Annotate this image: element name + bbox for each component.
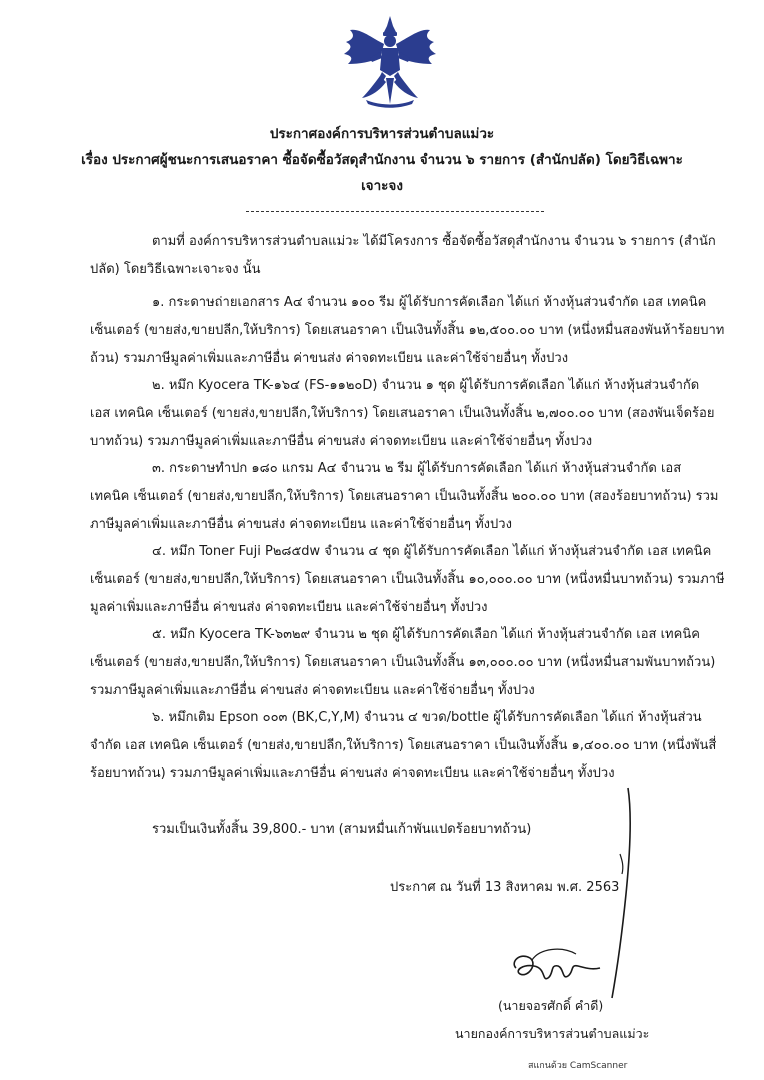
item-line: มูลค่าเพิ่มและภาษีอื่น ค่าขนส่ง ค่าจดทะเบียน และค่าใช้จ่ายอื่นๆ ทั้งปวง (90, 600, 488, 615)
total-amount: รวมเป็นเงินทั้งสิ้น 39,800.- บาท (สามหมื่นเก้าพันแปดร้อยบาทถ้วน) (152, 822, 532, 837)
item-line: เซ็นเตอร์ (ขายส่ง,ขายปลีก,ให้บริการ) โดยเสนอราคา เป็นเงินทั้งสิ้น ๑๓,๐๐๐.๐๐ บาท (หนึ่งหมื่นสามพันบาทถ้วน) (90, 655, 716, 670)
item-line: ภาษีมูลค่าเพิ่มและภาษีอื่น ค่าขนส่ง ค่าจดทะเบียน และค่าใช้จ่ายอื่นๆ ทั้งปวง (90, 517, 512, 532)
item-line: บาทถ้วน) รวมภาษีมูลค่าเพิ่มและภาษีอื่น ค่าขนส่ง ค่าจดทะเบียน และค่าใช้จ่ายอื่นๆ ทั้งปวง (90, 434, 593, 449)
subject-heading-line2: เจาะจง (361, 178, 403, 194)
announcement-date: ประกาศ ณ วันที่ 13 สิงหาคม พ.ศ. 2563 (390, 880, 620, 895)
item-5 (90, 621, 716, 705)
item-line: จำกัด เอส เทคนิค เซ็นเตอร์ (ขายส่ง,ขายปลีก,ให้บริการ) โดยเสนอราคา เป็นเงินทั้งสิ้น ๑,๔๐๐.๐๐ บาท (หนึ่งพันสี่ (90, 738, 717, 753)
item-line: ๓. กระดาษทำปก ๑๘๐ แกรม A๔ จำนวน ๒ รีม ผู้ได้รับการคัดเลือก ได้แก่ ห้างหุ้นส่วนจำกัด เอส (152, 461, 682, 476)
item-line: เอส เทคนิค เซ็นเตอร์ (ขายส่ง,ขายปลีก,ให้บริการ) โดยเสนอราคา เป็นเงินทั้งสิ้น ๒,๗๐๐.๐๐ บาท (สองพันเจ็ดร้อย (90, 406, 715, 421)
org-heading: ประกาศองค์การบริหารส่วนตำบลแม่วะ (269, 126, 495, 142)
signer-name: (นายจอรศักดิ์ คำดี) (498, 998, 604, 1013)
item-line: เซ็นเตอร์ (ขายส่ง,ขายปลีก,ให้บริการ) โดยเสนอราคา เป็นเงินทั้งสิ้น ๑๐,๐๐๐.๐๐ บาท (หนึ่งหมื่นบาทถ้วน) รวมภาษี (90, 572, 725, 587)
item-line: เซ็นเตอร์ (ขายส่ง,ขายปลีก,ให้บริการ) โดยเสนอราคา เป็นเงินทั้งสิ้น ๑๒,๕๐๐.๐๐ บาท (หนึ่งหมื่นสองพันห้าร้อยบาท (90, 323, 725, 338)
intro-line1: ตามที่ องค์การบริหารส่วนตำบลแม่วะ ได้มีโครงการ ซื้อจัดซื้อวัสดุสำนักงาน จำนวน ๖ รายการ (สำนัก (152, 234, 716, 249)
item-line: รวมภาษีมูลค่าเพิ่มและภาษีอื่น ค่าขนส่ง ค่าจดทะเบียน และค่าใช้จ่ายอื่นๆ ทั้งปวง (90, 683, 535, 698)
item-1 (90, 289, 725, 373)
item-6 (90, 704, 717, 788)
item-line: ๑. กระดาษถ่ายเอกสาร A๔ จำนวน ๑๐๐ รีม ผู้ได้รับการคัดเลือก ได้แก่ ห้างหุ้นส่วนจำกัด เอส เทคนิค (152, 295, 707, 310)
item-line: ๔. หมึก Toner Fuji P๒๘๕dw จำนวน ๔ ชุด ผู้ได้รับการคัดเลือก ได้แก่ ห้างหุ้นส่วนจำกัด เอส เทคนิค (152, 544, 712, 559)
item-4 (90, 538, 725, 622)
heading-divider (246, 211, 544, 212)
item-3 (90, 455, 719, 539)
item-line: ๕. หมึก Kyocera TK-๖๓๒๙ จำนวน ๒ ชุด ผู้ได้รับการคัดเลือก ได้แก่ ห้างหุ้นส่วนจำกัด เอส เทคนิค (152, 627, 700, 642)
garuda-emblem-icon (340, 14, 440, 110)
item-line: ถ้วน) รวมภาษีมูลค่าเพิ่มและภาษีอื่น ค่าขนส่ง ค่าจดทะเบียน และค่าใช้จ่ายอื่นๆ ทั้งปวง (90, 351, 569, 366)
item-line: เทคนิค เซ็นเตอร์ (ขายส่ง,ขายปลีก,ให้บริการ) โดยเสนอราคา เป็นเงินทั้งสิ้น ๒๐๐.๐๐ บาท (สองร้อยบาทถ้วน) รวม (90, 489, 719, 504)
item-line: ร้อยบาทถ้วน) รวมภาษีมูลค่าเพิ่มและภาษีอื่น ค่าขนส่ง ค่าจดทะเบียน และค่าใช้จ่ายอื่นๆ ทั้งปวง (90, 766, 615, 781)
item-line: ๖. หมึกเติม Epson ๐๐๓ (BK,C,Y,M) จำนวน ๔ ขวด/bottle ผู้ได้รับการคัดเลือก ได้แก่ ห้างหุ้นส่วน (152, 710, 702, 725)
intro-paragraph (90, 228, 716, 284)
item-line: ๒. หมึก Kyocera TK-๑๖๔ (FS-๑๑๒๐D) จำนวน ๑ ชุด ผู้ได้รับการคัดเลือก ได้แก่ ห้างหุ้นส่วนจำกัด (152, 378, 700, 393)
intro-line2: ปลัด) โดยวิธีเฉพาะเจาะจง นั้น (90, 262, 261, 277)
subject-heading-line1: เรื่อง ประกาศผู้ชนะการเสนอราคา ซื้อจัดซื้อวัสดุสำนักงาน จำนวน ๖ รายการ (สำนักปลัด) โดยวิธีเฉพาะ (81, 152, 683, 168)
camscanner-watermark: สแกนด้วย CamScanner (528, 1061, 628, 1071)
item-2 (90, 372, 715, 456)
signer-title: นายกองค์การบริหารส่วนตำบลแม่วะ (455, 1026, 650, 1041)
signature-icon (506, 938, 606, 994)
